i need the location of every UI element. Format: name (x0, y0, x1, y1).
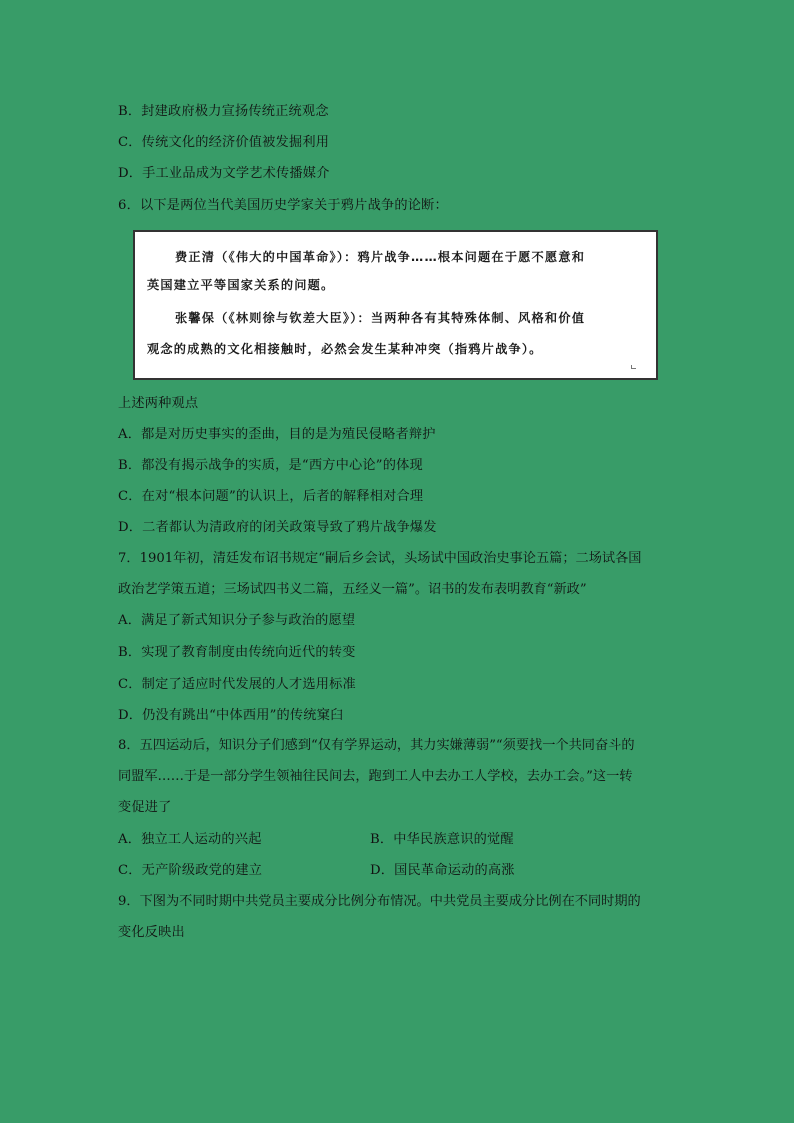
q9-stem-line-2: 变化反映出 (118, 925, 185, 940)
q6-option-b: B．都没有揭示战争的实质，是“西方中心论”的体现 (118, 458, 423, 473)
q8-options-row-1 (118, 830, 678, 850)
q6-lead: 上述两种观点 (118, 396, 199, 411)
q7-option-a: A．满足了新式知识分子参与政治的愿望 (118, 613, 356, 628)
q6-option-d: D．二者都认为清政府的闭关政策导致了鸦片战争爆发 (118, 520, 437, 535)
q5-option-c: C．传统文化的经济价值被发掘利用 (118, 135, 330, 150)
q8-options-row-2 (118, 861, 678, 881)
q6-stem: 6．以下是两位当代美国历史学家关于鸦片战争的论断： (118, 198, 448, 213)
q5-option-b: B．封建政府极力宣扬传统正统观念 (118, 104, 329, 119)
quote-line-3: 张馨保（《林则徐与钦差大臣》）：当两种各有其特殊体制、风格和价值 (175, 311, 586, 325)
q6-option-a: A．都是对历史事实的歪曲，目的是为殖民侵略者辩护 (118, 427, 436, 442)
q8-option-b: B．中华民族意识的觉醒 (370, 832, 514, 847)
q7-stem-line-2: 政治艺学策五道；三场试四书义二篇，五经义一篇”。诏书的发布表明教育“新政” (118, 582, 587, 597)
q7-option-b: B．实现了教育制度由传统向近代的转变 (118, 645, 356, 660)
q8-stem-line-3: 变促进了 (118, 800, 172, 815)
q8-option-c: C．无产阶级政党的建立 (118, 863, 263, 878)
quote-line-1: 费正清（《伟大的中国革命》）：鸦片战争……根本问题在于愿不愿意和 (175, 250, 586, 264)
q5-option-d: D．手工业品成为文学艺术传播媒介 (118, 166, 330, 181)
scan-mark (631, 365, 636, 369)
q8-option-d: D．国民革命运动的高涨 (370, 863, 515, 878)
q9-stem-line-1: 9．下图为不同时期中共党员主要成分比例分布情况。中共党员主要成分比例在不同时期的 (118, 894, 641, 909)
q6-option-c: C．在对“根本问题”的认识上，后者的解释相对合理 (118, 489, 424, 504)
q8-option-a: A．独立工人运动的兴起 (118, 832, 262, 847)
q6-quote-image (133, 230, 658, 380)
q8-stem-line-1: 8．五四运动后，知识分子们感到“仅有学界运动，其力实嫌薄弱”“须要找一个共同奋斗的 (118, 738, 635, 753)
quote-line-4: 观念的成熟的文化相接触时，必然会发生某种冲突（指鸦片战争）。 (147, 342, 543, 356)
quote-line-2: 英国建立平等国家关系的问题。 (147, 278, 335, 292)
q7-option-d: D．仍没有跳出“中体西用”的传统窠臼 (118, 708, 344, 723)
q8-stem-line-2: 同盟军……于是一部分学生领袖往民间去，跑到工人中去办工人学校，去办工会。”这一转 (118, 769, 633, 784)
q7-stem-line-1: 7．1901年初，清廷发布诏书规定“嗣后乡会试，头场试中国政治史事论五篇；二场试各国 (118, 551, 642, 566)
q7-option-c: C．制定了适应时代发展的人才选用标准 (118, 677, 356, 692)
